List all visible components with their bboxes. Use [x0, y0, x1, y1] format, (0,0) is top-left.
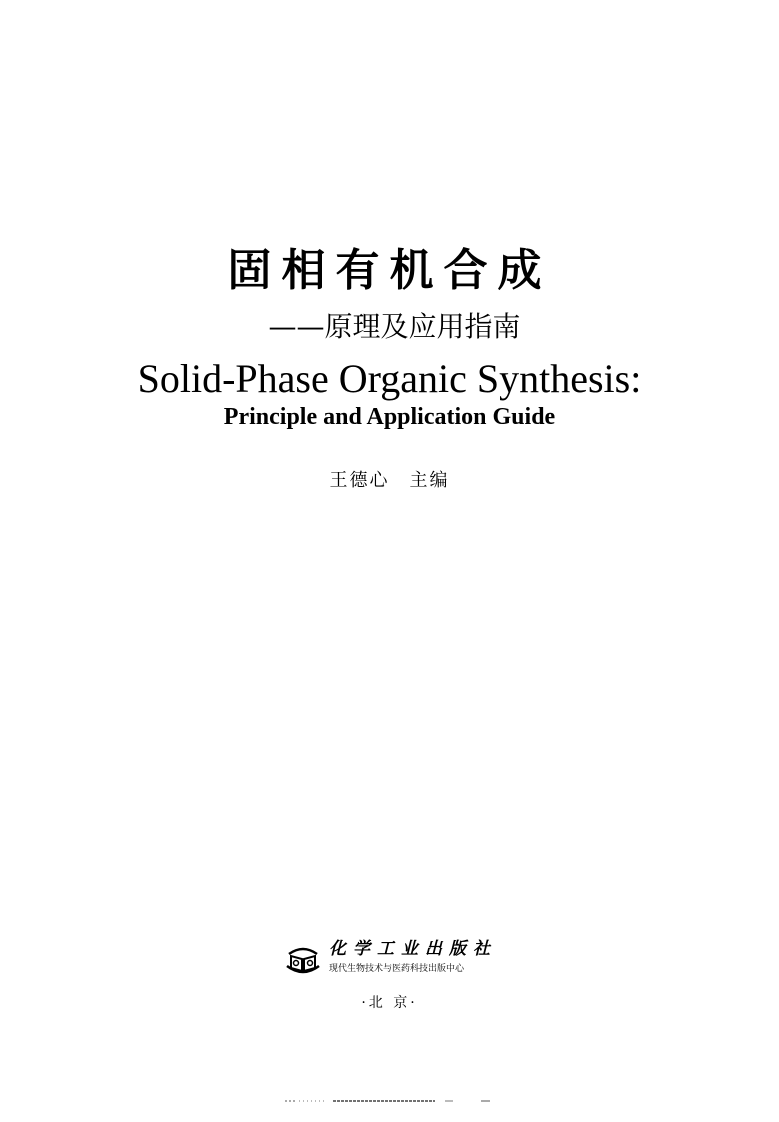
scan-artifact-line	[285, 1098, 490, 1104]
editor-role: 主编	[409, 470, 450, 491]
book-title-chinese: 固相有机合成	[227, 245, 552, 296]
editor-line	[0, 467, 779, 495]
book-subtitle-english: Principle and Application Guide	[223, 404, 556, 430]
publisher-division: 现代生物技术与医药科技出版中心	[329, 964, 465, 974]
publisher-name: 化学工业出版社	[329, 939, 497, 959]
publisher-book-logo-icon	[285, 944, 321, 976]
editor-name: 王德心	[329, 470, 390, 491]
book-title-english: Solid-Phase Organic Synthesis:	[137, 356, 642, 401]
publisher-city: ·北 京·	[361, 995, 418, 1011]
publisher-block	[285, 938, 525, 986]
book-subtitle-chinese: ——原理及应用指南	[268, 310, 521, 343]
